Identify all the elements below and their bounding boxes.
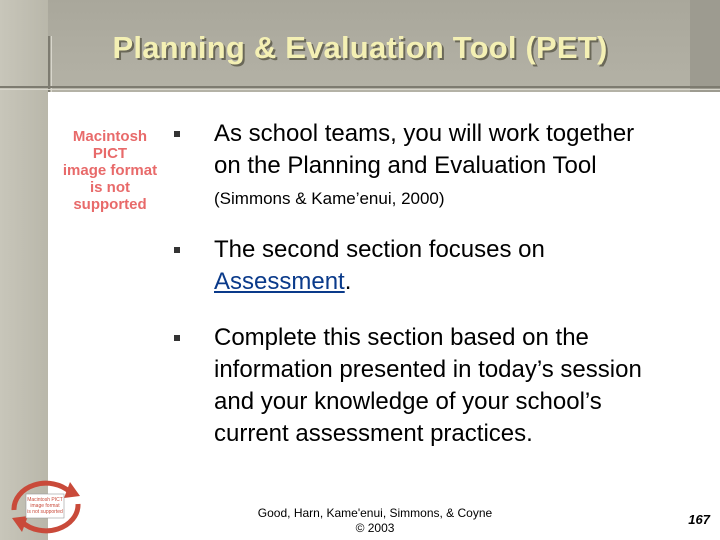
- citation: (Simmons & Kame’enui, 2000): [214, 189, 445, 208]
- bullet-line: and your knowledge of your school’s: [214, 388, 602, 415]
- assessment-link[interactable]: Assessment: [214, 268, 345, 295]
- bullet-marker: [174, 335, 180, 341]
- bullet-line: The second section focuses on: [214, 236, 545, 263]
- page-number: 167: [688, 512, 710, 527]
- placeholder-line: image format: [62, 162, 158, 179]
- bullet-line: Complete this section based on the: [214, 324, 589, 351]
- bullet-line: on the Planning and Evaluation Tool: [214, 152, 597, 179]
- left-band: [0, 0, 48, 540]
- corner-icon-text: image format: [30, 503, 60, 509]
- bullet-text: [214, 322, 642, 450]
- unsupported-image-placeholder: [56, 128, 164, 213]
- footer-credits: [230, 506, 520, 536]
- bullet-text: [214, 118, 634, 210]
- corner-icon-text: is not supported: [27, 509, 63, 515]
- bullet-line: current assessment practices.: [214, 420, 533, 447]
- bullet-line: As school teams, you will work together: [214, 120, 635, 147]
- placeholder-line: is not supported: [73, 179, 147, 213]
- corner-icon-text: Macintosh PICT: [27, 497, 63, 503]
- bullet-punctuation: .: [344, 268, 352, 295]
- bullet-text: [214, 234, 545, 298]
- slide-title: Planning & Evaluation Tool (PET): [112, 30, 608, 65]
- frame-line-horizontal-light: [0, 89, 720, 90]
- footer-copyright: © 2003: [355, 521, 395, 535]
- bullet-line: information presented in today’s session: [214, 356, 642, 383]
- cycle-arrows-icon: [0, 470, 92, 540]
- bullet-marker: [174, 131, 180, 137]
- placeholder-line: Macintosh PICT: [72, 128, 148, 162]
- frame-line-horizontal: [0, 86, 720, 88]
- footer-authors: Good, Harn, Kame'enui, Simmons, & Coyne: [257, 506, 493, 520]
- bullet-marker: [174, 247, 180, 253]
